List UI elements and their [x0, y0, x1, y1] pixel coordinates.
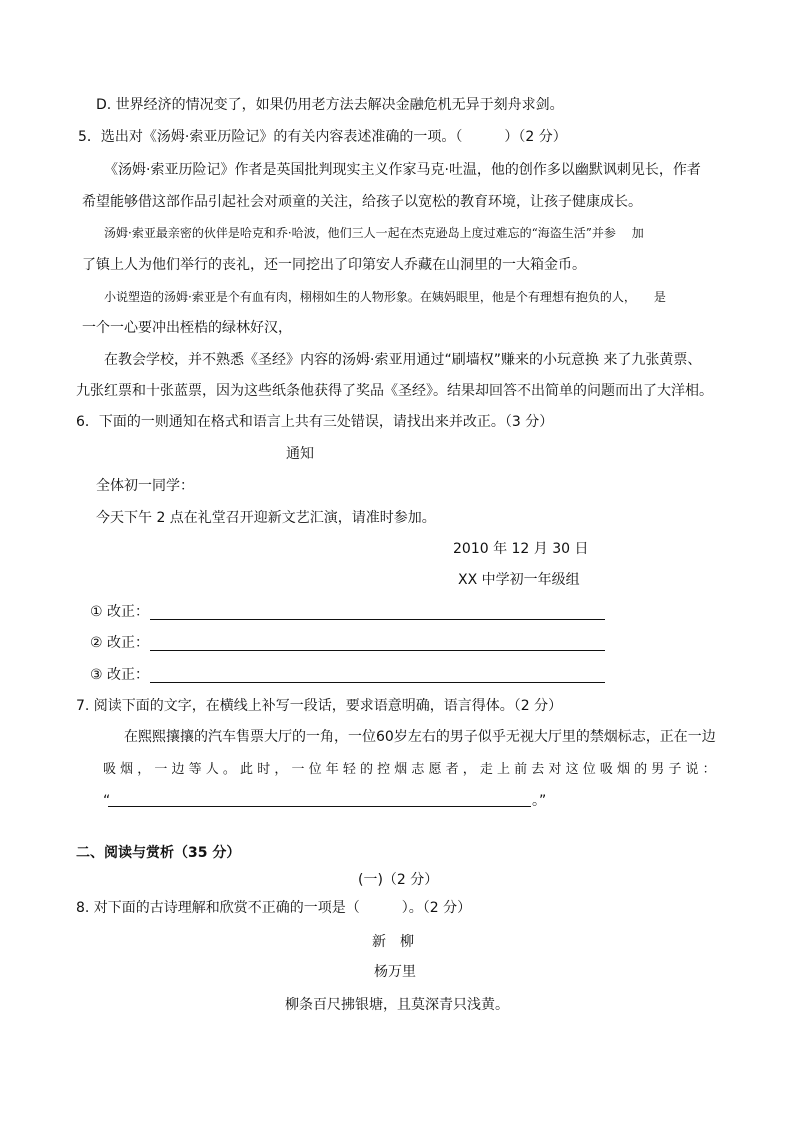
q5-option-d-line2: 九张红票和十张蓝票，因为这些纸条他获得了奖品《圣经》。结果却回答不出简单的问题而出了大洋相。 — [76, 383, 713, 399]
q6-stem: 6．下面的一则通知在格式和语言上共有三处错误，请找出来并改正。（3 分） — [76, 414, 554, 430]
notice-title: 通知 — [286, 446, 314, 462]
q5-option-b-line1: 汤姆·索亚最亲密的伙伴是哈克和乔·哈波，他们三人一起在杰克逊岛上度过难忘的“海盗生活”并参 加 — [104, 226, 644, 240]
notice-date: 2010 年 12 月 30 日 — [453, 541, 589, 557]
q5-option-d-line1: 在教会学校，并不熟悉《圣经》内容的汤姆·索亚用通过“刷墙权”赚来的小玩意换 来了九张黄票、 — [104, 352, 702, 368]
fix2-answer-blank[interactable] — [150, 650, 605, 651]
fix2-label: ② 改正： — [90, 635, 150, 651]
q5-option-b-line2: 了镇上人为他们举行的丧礼，还一同挖出了印第安人乔藏在山洞里的一大箱金币。 — [82, 257, 586, 273]
fix3-label: ③ 改正： — [90, 667, 150, 683]
notice-signature: XX 中学初一年级组 — [458, 572, 580, 588]
poem-title: 新 柳 — [372, 934, 414, 950]
q5-option-c-line2: 一个一心要冲出桎梏的绿林好汉， — [82, 320, 292, 336]
q5-option-a-line2: 希望能够借这部作品引起社会对顽童的关注，给孩子以宽松的教育环境，让孩子健康成长。 — [82, 194, 642, 210]
section2-part1: (一)（2 分） — [358, 872, 439, 888]
notice-body: 今天下午 2 点在礼堂召开迎新文艺汇演，请准时参加。 — [96, 510, 436, 526]
q7-passage-line1: 在熙熙攘攘的汽车售票大厅的一角，一位60岁左右的男子似乎无视大厅里的禁烟标志，正在一边 — [124, 729, 716, 745]
fix1-answer-blank[interactable] — [150, 619, 605, 620]
q4-option-d-text: D. 世界经济的情况变了，如果仍用老方法去解决金融危机无异于刻舟求剑。 — [96, 97, 564, 113]
q7-stem: 7. 阅读下面的文字，在横线上补写一段话，要求语意明确，语言得体。（2 分） — [76, 698, 563, 714]
q5-option-c-line1: 小说塑造的汤姆·索亚是个有血有肉，栩栩如生的人物形象。在姨妈眼里，他是个有理想有抱负的人， 是 — [104, 290, 666, 304]
poem-line1: 柳条百尺拂银塘，且莫深青只浅黄。 — [285, 997, 509, 1013]
notice-greeting: 全体初一同学： — [96, 478, 194, 494]
q5-option-a-line1: 《汤姆·索亚历险记》作者是英国批判现实主义作家马克·吐温，他的创作多以幽默讽刺见长，作者 — [104, 162, 701, 178]
q7-open-quote: “ — [103, 793, 111, 809]
fix3-answer-blank[interactable] — [150, 682, 605, 683]
poem-author: 杨万里 — [374, 964, 416, 980]
q7-answer-blank[interactable] — [108, 806, 531, 807]
q7-passage-line2: 吸 烟 ， 一 边 等 人 。 此 时 ， 一 位 年 轻 的 控 烟 志 愿 者 ， 走 上 前 去 对 这 位 吸 烟 的 男 子 说 ： — [103, 762, 716, 777]
q5-stem: 5．选出对《汤姆·索亚历险记》的有关内容表述准确的一项。（ ）（2 分） — [78, 129, 567, 145]
section2-heading: 二、阅读与赏析（35 分） — [76, 845, 241, 861]
q8-stem: 8. 对下面的古诗理解和欣赏不正确的一项是（ ）。（2 分） — [76, 900, 472, 916]
fix1-label: ① 改正： — [90, 604, 150, 620]
q4-option-d — [96, 95, 564, 115]
q7-close-quote: 。” — [532, 793, 547, 809]
